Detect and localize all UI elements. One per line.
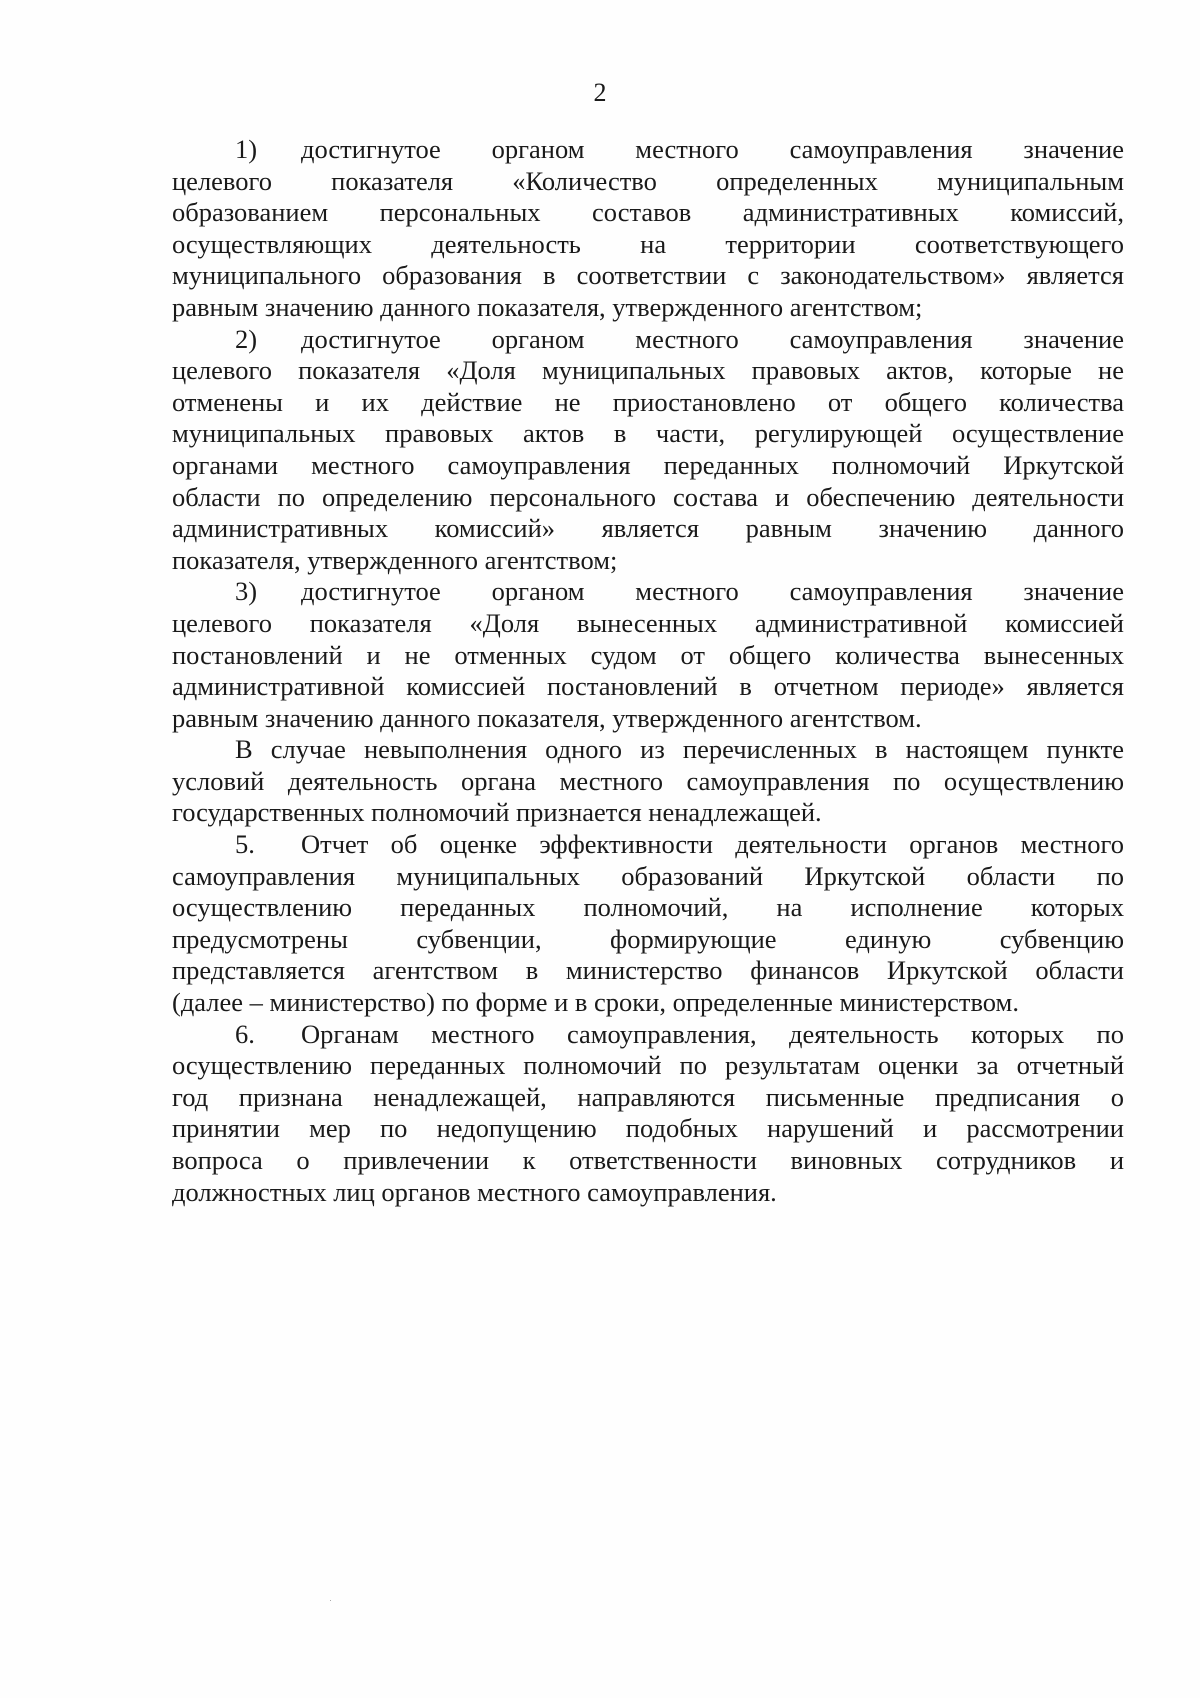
- text-line: области по определению персонального состава и обеспечению деятельности: [172, 481, 1124, 512]
- text-line: равным значению данного показателя, утвержденного агентством;: [172, 291, 923, 322]
- text-line: осуществлению переданных полномочий по результатам оценки за отчетный: [172, 1050, 1124, 1081]
- text-line: показателя, утвержденного агентством;: [172, 544, 618, 575]
- text-line: муниципального образования в соответствии с законодательством» является: [172, 260, 1124, 291]
- text-line: условий деятельность органа местного самоуправления по осуществлению: [172, 765, 1124, 796]
- document-body: [172, 134, 1124, 1208]
- text-line: 6. Органам местного самоуправления, деятельность которых по: [235, 1018, 1124, 1049]
- text-line: осуществляющих деятельность на территории соответствующего: [172, 228, 1124, 259]
- text-line: образованием персональных составов административных комиссий,: [172, 197, 1124, 228]
- text-line: муниципальных правовых актов в части, регулирующей осуществление: [172, 418, 1124, 449]
- text-line: год признана ненадлежащей, направляются письменные предписания о: [172, 1081, 1124, 1112]
- text-line: предусмотрены субвенции, формирующие единую субвенцию: [172, 923, 1124, 954]
- text-line: отменены и их действие не приостановлено от общего количества: [172, 386, 1124, 417]
- clause-6: [172, 1019, 1124, 1209]
- item-number: 1): [235, 134, 258, 164]
- text-line: вопроса о привлечении к ответственности виновных сотрудников и: [172, 1145, 1124, 1175]
- text-line: представляется агентством в министерство финансов Иркутской области: [172, 955, 1124, 986]
- scan-speck: [330, 1600, 331, 1601]
- text-line: (далее – министерство) по форме и в сроки, определенные министерством.: [172, 987, 1019, 1018]
- text-line: принятии мер по недопущению подобных нарушений и рассмотрении: [172, 1113, 1124, 1144]
- page-number: 2: [593, 78, 607, 107]
- text-line: 2) достигнутое органом местного самоуправления значение: [235, 323, 1124, 354]
- clause-5: [172, 829, 1124, 1019]
- list-item-2: [172, 324, 1124, 577]
- text-line: 3) достигнутое органом местного самоуправления значение: [235, 576, 1124, 607]
- text-line: административной комиссией постановлений в отчетном периоде» является: [172, 671, 1124, 702]
- list-item-1: [172, 134, 1124, 324]
- text-line: административных комиссий» является равным значению данного: [172, 513, 1124, 544]
- clause-number: 6.: [235, 1018, 255, 1049]
- text-line: 5. Отчет об оценке эффективности деятельности органов местного: [235, 829, 1124, 860]
- list-item-3: [172, 576, 1124, 734]
- text-line: целевого показателя «Количество определенных муниципальным: [172, 165, 1124, 196]
- text-line: постановлений и не отменных судом от общего количества вынесенных: [172, 639, 1124, 670]
- text-line: равным значению данного показателя, утвержденного агентством.: [172, 702, 922, 733]
- text-line: должностных лиц органов местного самоуправления.: [172, 1176, 777, 1207]
- text-line: самоуправления муниципальных образований Иркутской области по: [172, 860, 1124, 891]
- non-compliance-paragraph: [172, 734, 1124, 829]
- clause-number: 5.: [235, 829, 255, 860]
- text-line: целевого показателя «Доля вынесенных административной комиссией: [172, 607, 1124, 638]
- text-line: В случае невыполнения одного из перечисленных в настоящем пункте: [235, 734, 1124, 765]
- text-line: органами местного самоуправления переданных полномочий Иркутской: [172, 449, 1124, 480]
- item-number: 3): [235, 576, 258, 607]
- item-number: 2): [235, 323, 258, 354]
- text-line: целевого показателя «Доля муниципальных правовых актов, которые не: [172, 355, 1124, 386]
- text-line: 1) достигнутое органом местного самоуправления значение: [235, 134, 1124, 164]
- text-line: государственных полномочий признается ненадлежащей.: [172, 797, 822, 828]
- text-line: осуществлению переданных полномочий, на исполнение которых: [172, 892, 1124, 923]
